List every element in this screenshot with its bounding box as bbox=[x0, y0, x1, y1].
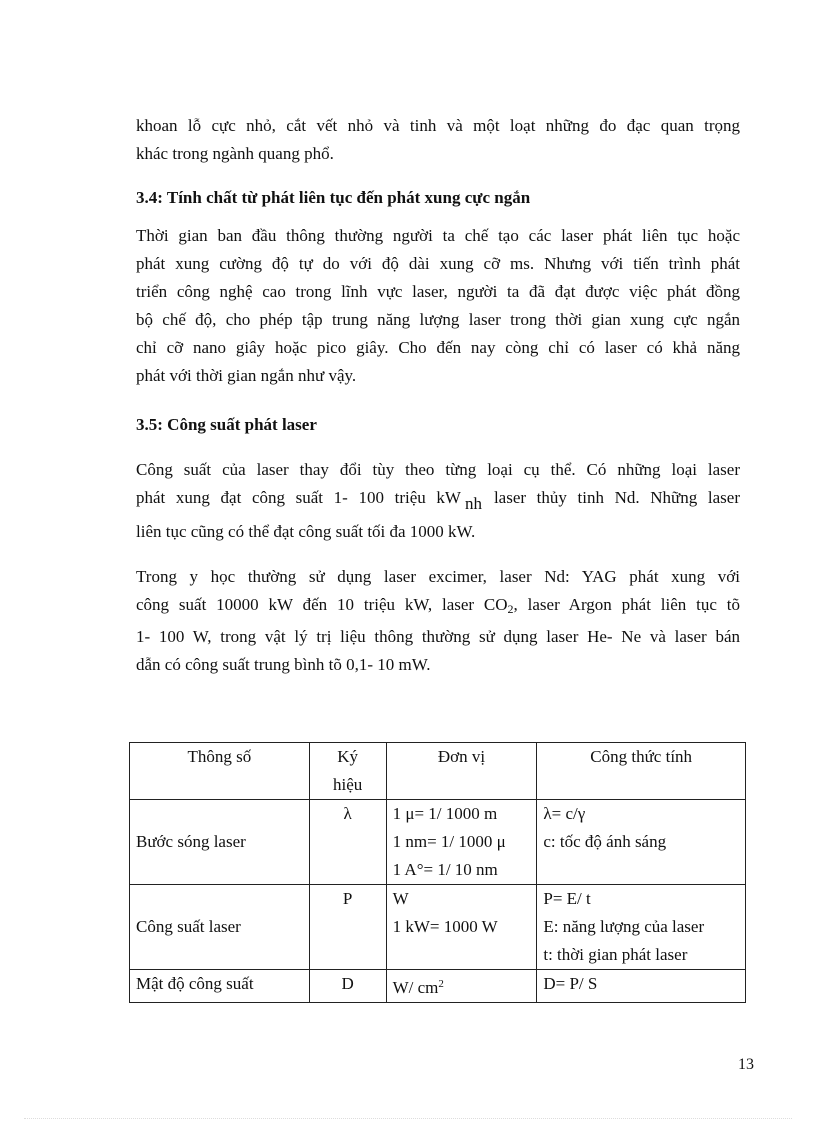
text-line: 1- 100 W, trong vật lý trị liệu thông thường sử dụng laser He- Ne và laser bán bbox=[136, 627, 740, 646]
unit-superscript: 2 bbox=[438, 978, 444, 990]
cell-symbol: D bbox=[309, 970, 386, 1003]
text-line: Công suất của laser thay đổi tùy theo từng loại cụ thể. Có những loại laser bbox=[136, 460, 740, 479]
text-line: bộ chế độ, cho phép tập trung năng lượng laser trong thời gian xung cực ngắn bbox=[136, 310, 740, 329]
header-symbol-line: Ký bbox=[337, 747, 359, 766]
table-header-row bbox=[130, 743, 746, 800]
formula-line: D= P/ S bbox=[543, 974, 598, 993]
header-symbol-line: hiệu bbox=[333, 775, 363, 794]
cell-symbol: P bbox=[309, 885, 386, 970]
unit-base: W/ cm bbox=[392, 978, 439, 997]
unit-line: 1 nm= 1/ 1000 μ bbox=[392, 832, 506, 851]
section-3-5-paragraph-2 bbox=[136, 563, 740, 679]
page-number: 13 bbox=[738, 1056, 754, 1073]
cell-param: Bước sóng laser bbox=[130, 800, 310, 885]
text-line: dẫn có công suất trung bình tõ 0,1- 10 mW. bbox=[136, 655, 431, 674]
text-fragment: laser thủy tinh Nd. Những laser bbox=[493, 488, 740, 507]
unit-line: W bbox=[392, 889, 409, 908]
text-line: khác trong ngành quang phổ. bbox=[136, 144, 334, 163]
section-3-5-paragraph-1 bbox=[136, 456, 740, 546]
section-heading-3-4: 3.4: Tính chất từ phát liên tục đến phát xung cực ngắn bbox=[136, 188, 531, 207]
text-line: Trong y học thường sử dụng laser excimer, laser Nd: YAG phát xung với bbox=[136, 567, 740, 586]
laser-parameters-table bbox=[129, 742, 746, 1003]
cell-param: Mật độ công suất bbox=[130, 970, 310, 1003]
formula-line: t: thời gian phát laser bbox=[543, 945, 688, 964]
header-formula: Công thức tính bbox=[537, 743, 746, 800]
formula-line: λ= c/γ bbox=[543, 804, 586, 823]
subscript-text: nh bbox=[464, 494, 482, 513]
table-row bbox=[130, 800, 746, 885]
formula-line: E: năng lượng của laser bbox=[543, 917, 705, 936]
text-line: triển công nghệ cao trong lĩnh vực laser, người ta đã đạt được việc phát đồng bbox=[136, 282, 740, 301]
table-row bbox=[130, 970, 746, 1003]
header-unit: Đơn vị bbox=[386, 743, 537, 800]
intro-paragraph bbox=[136, 112, 740, 168]
unit-line: 1 kW= 1000 W bbox=[392, 917, 498, 936]
formula-line: P= E/ t bbox=[543, 889, 591, 908]
cell-symbol: λ bbox=[309, 800, 386, 885]
unit-line: 1 A°= 1/ 10 nm bbox=[392, 860, 498, 879]
section-heading-3-5: 3.5: Công suất phát laser bbox=[136, 415, 317, 434]
cell-formula bbox=[537, 885, 746, 970]
header-param: Thông số bbox=[130, 743, 310, 800]
text-line: liên tục cũng có thể đạt công suất tối đa 1000 kW. bbox=[136, 522, 476, 541]
text-fragment: công suất 10000 kW đến 10 triệu kW, laser CO bbox=[136, 595, 508, 614]
text-line: khoan lỗ cực nhỏ, cắt vết nhỏ và tinh và một loạt những đo đạc quan trọng bbox=[136, 116, 740, 135]
table-row bbox=[130, 885, 746, 970]
text-line bbox=[136, 591, 740, 623]
text-line: phát xung cường độ tự do với độ dài xung cỡ ms. Nhưng với tiến trình phát bbox=[136, 254, 740, 273]
header-symbol bbox=[309, 743, 386, 800]
unit-line: 1 μ= 1/ 1000 m bbox=[392, 804, 498, 823]
cell-unit bbox=[386, 800, 537, 885]
footer-divider bbox=[24, 1118, 792, 1119]
section-3-4-paragraph bbox=[136, 222, 740, 390]
formula-line: c: tốc độ ánh sáng bbox=[543, 832, 667, 851]
cell-unit bbox=[386, 885, 537, 970]
text-line: phát với thời gian ngắn như vậy. bbox=[136, 366, 357, 385]
text-line: Thời gian ban đầu thông thường người ta chế tạo các laser phát liên tục hoặc bbox=[136, 226, 740, 245]
text-fragment: , laser Argon phát liên tục tõ bbox=[513, 595, 740, 614]
subscript-text: 2 bbox=[507, 602, 514, 616]
cell-unit bbox=[386, 970, 537, 1003]
cell-formula bbox=[537, 970, 746, 1003]
text-line bbox=[136, 484, 740, 518]
text-fragment: phát xung đạt công suất 1- 100 triệu kW bbox=[136, 488, 461, 507]
cell-formula bbox=[537, 800, 746, 885]
cell-param: Công suất laser bbox=[130, 885, 310, 970]
text-line: chỉ cỡ nano giây hoặc pico giây. Cho đến nay còng chỉ có laser có khả năng bbox=[136, 338, 740, 357]
